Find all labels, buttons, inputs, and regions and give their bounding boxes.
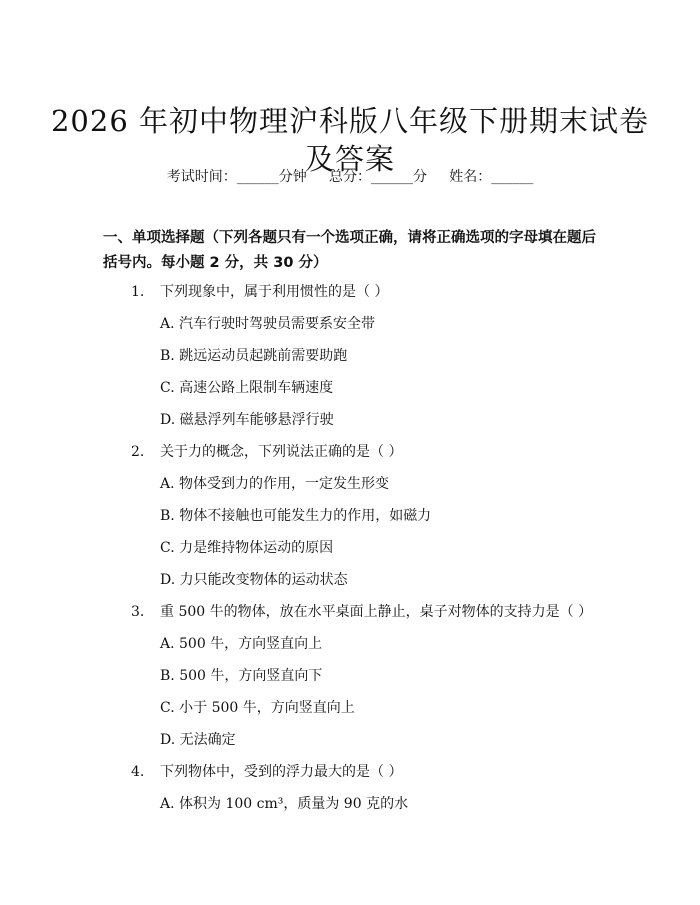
question-number: 4.: [131, 764, 145, 780]
option-d: D. 磁悬浮列车能够悬浮行驶: [160, 412, 334, 428]
exam-title-line-1: 2026 年初中物理沪科版八年级下册期末试卷: [50, 104, 650, 139]
question-text: 重 500 牛的物体，放在水平桌面上静止，桌子对物体的支持力是（ ）: [160, 604, 593, 620]
exam-title-line-2: 及答案: [304, 142, 395, 177]
option-b: B. 跳远运动员起跳前需要助跑: [160, 348, 348, 364]
option-d: D. 力只能改变物体的运动状态: [160, 572, 348, 588]
option-c: C. 小于 500 牛，方向竖直向上: [160, 700, 355, 716]
option-a: A. 物体受到力的作用，一定发生形变: [160, 476, 390, 492]
option-c: C. 高速公路上限制车辆速度: [160, 380, 334, 396]
option-a: A. 500 牛，方向竖直向上: [160, 636, 323, 652]
exam-info-line: 考试时间：______分钟 总分：______分 姓名：______: [166, 169, 534, 185]
question-text: 下列现象中，属于利用惯性的是（ ）: [160, 284, 389, 300]
option-a: A. 体积为 100 cm³，质量为 90 克的水: [160, 796, 409, 812]
option-b: B. 物体不接触也可能发生力的作用，如磁力: [160, 508, 432, 524]
question-text: 下列物体中，受到的浮力最大的是（ ）: [160, 764, 403, 780]
question-number: 2.: [131, 444, 145, 460]
option-b: B. 500 牛，方向竖直向下: [160, 668, 323, 684]
option-a: A. 汽车行驶时驾驶员需要系安全带: [160, 316, 376, 332]
section-heading: 一、单项选择题（下列各题只有一个选项正确，请将正确选项的字母填在题后括号内。每小题 2 分，共 30 分）: [103, 230, 596, 271]
option-d: D. 无法确定: [160, 732, 236, 748]
question-number: 3.: [131, 604, 145, 620]
question-text: 关于力的概念，下列说法正确的是（ ）: [160, 444, 403, 460]
question-number: 1.: [131, 284, 145, 300]
option-c: C. 力是维持物体运动的原因: [160, 540, 334, 556]
